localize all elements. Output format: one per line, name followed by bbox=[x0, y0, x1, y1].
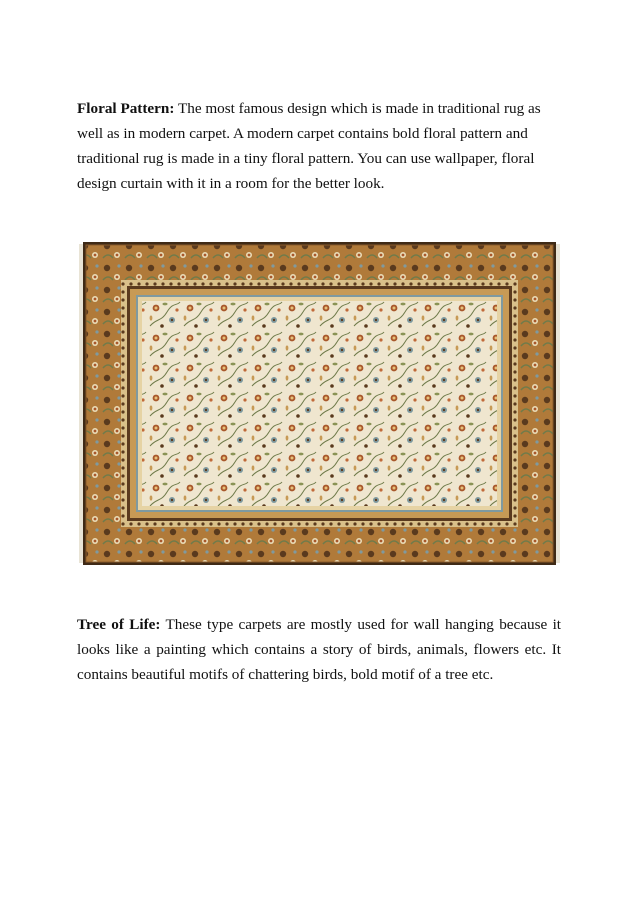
rug-floral-field bbox=[142, 301, 497, 506]
tree-of-life-text: These type carpets are mostly used for wall hanging because it looks like a painting which contains a story of birds, animals, flowers etc. It contains beautiful motifs of chattering birds, bold motif of a tree etc. bbox=[77, 616, 562, 683]
floral-pattern-heading: Floral Pattern: bbox=[77, 100, 175, 117]
floral-pattern-paragraph bbox=[77, 96, 561, 196]
floral-rug-image bbox=[79, 240, 560, 567]
floral-pattern-text: The most famous design which is made in traditional rug as well as in modern carpet. A modern carpet contains bold floral pattern and traditional rug is made in a tiny floral pattern. You can use wallpaper, floral design curtain with it in a room for the better look. bbox=[77, 100, 541, 192]
rug-illustration bbox=[79, 240, 560, 567]
tree-of-life-heading: Tree of Life: bbox=[77, 616, 161, 633]
tree-of-life-paragraph bbox=[77, 612, 561, 687]
